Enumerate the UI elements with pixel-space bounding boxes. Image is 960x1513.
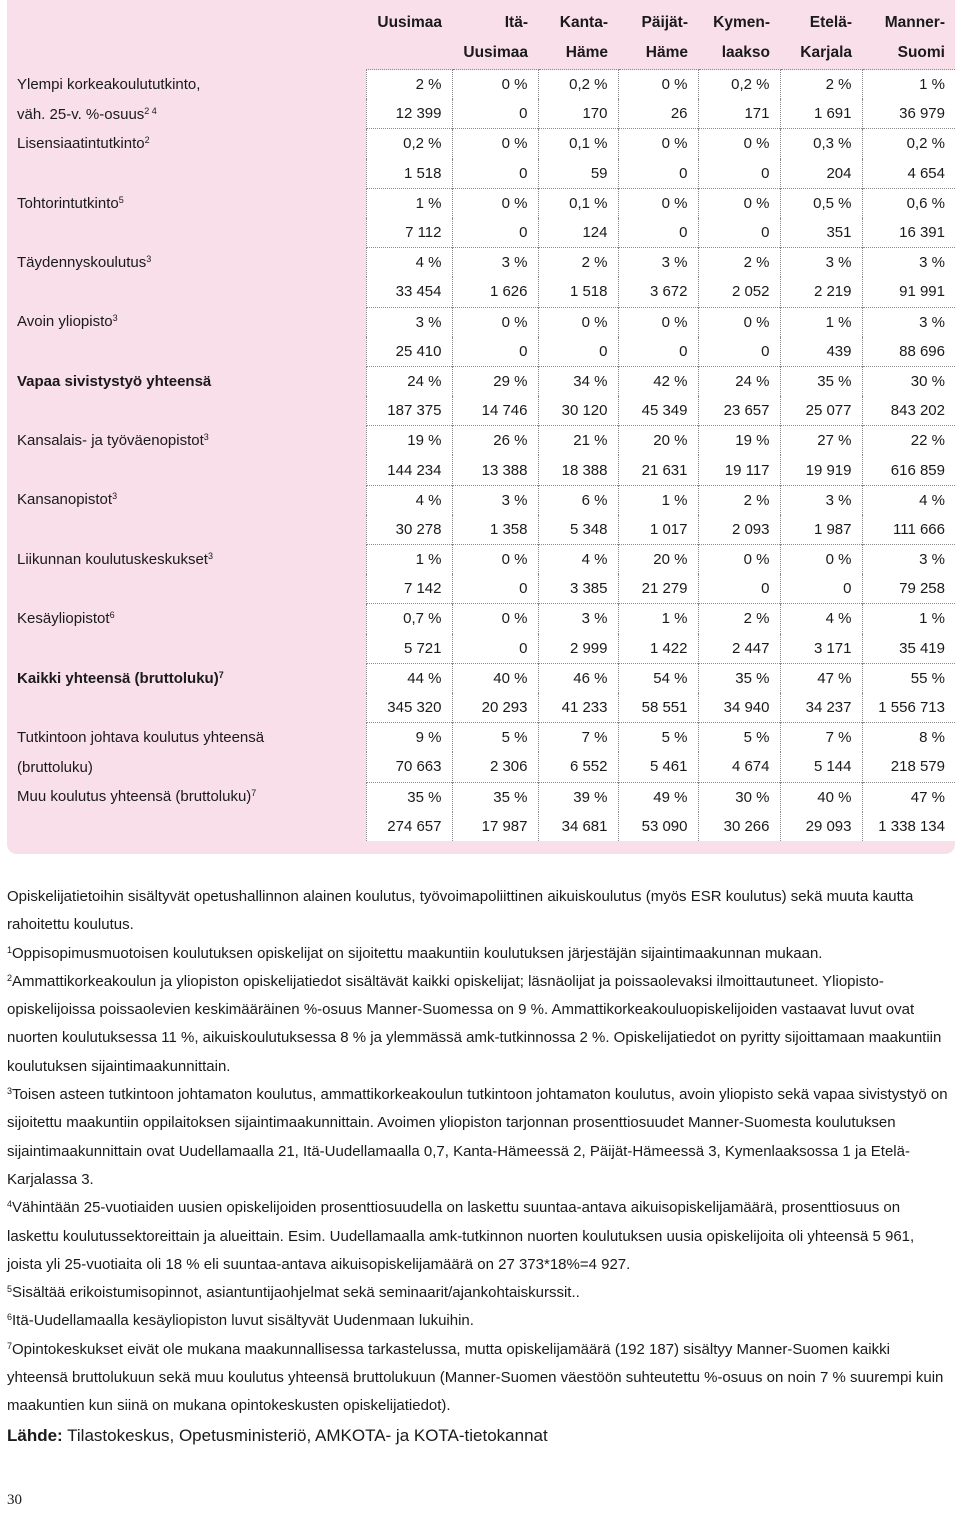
table-cell: 30 % [698, 782, 780, 812]
table-cell: 3 % [862, 545, 955, 575]
column-header-line2: Uusimaa [463, 44, 528, 62]
table-cell: 0 [698, 337, 780, 367]
table-cell: 7 % [780, 723, 862, 753]
table-row [7, 574, 955, 604]
table-cell: 5 144 [780, 752, 862, 782]
table-row [7, 248, 955, 278]
table-body [7, 70, 955, 841]
row-label: Kaikki yhteensä (bruttoluku)$^7$ [17, 669, 224, 687]
table-cell: 1 691 [780, 99, 862, 129]
table-cell: 35 % [780, 366, 862, 396]
table-cell: 1 % [618, 485, 698, 515]
table-cell: 13 388 [452, 455, 538, 485]
table-cell: 34 % [538, 366, 618, 396]
table-cell: 3 % [366, 307, 452, 337]
table-cell: 5 348 [538, 515, 618, 545]
table-cell: 4 % [366, 485, 452, 515]
table-cell: 59 [538, 159, 618, 189]
table-cell: 0 [698, 159, 780, 189]
table-row [7, 693, 955, 723]
table-cell: 5 % [698, 723, 780, 753]
table-cell: 36 979 [862, 99, 955, 129]
column-header: Manner- [884, 13, 945, 31]
footnote-6: $^6$Itä-Uudellamaalla kesäyliopiston luvut sisältyvät Uudenmaan lukuihin. [7, 1312, 474, 1330]
row-label [7, 337, 366, 367]
footnote-1: $^1$Oppisopimusmuotoisen koulutuksen opiskelijat on sijoitettu maakuntiin koulutuksen järjestäjän sijaintimaakunnan mukaan. [7, 944, 823, 962]
table-cell: 6 552 [538, 752, 618, 782]
footnote-intro: Opiskelijatietoihin sisältyvät opetushallinnon alainen koulutus, työvoimapoliittinen aikuiskoulutus (myös ESR koulutus) sekä muuta kautta rahoitettu koulutus. [7, 888, 914, 934]
table-cell: 2 093 [698, 515, 780, 545]
table-cell: 35 % [452, 782, 538, 812]
table-cell: 30 120 [538, 396, 618, 426]
table-row [7, 812, 955, 841]
row-label: Vapaa sivistystyö yhteensä [17, 372, 212, 390]
table-cell: 0,2 % [538, 70, 618, 100]
header-row-2 [7, 39, 955, 70]
table-cell: 0 % [780, 545, 862, 575]
table-cell: 111 666 [862, 515, 955, 545]
table-cell: 2 % [538, 248, 618, 278]
table-cell: 3 % [862, 307, 955, 337]
table-cell: 1 358 [452, 515, 538, 545]
table-cell: 4 654 [862, 159, 955, 189]
table-cell: 170 [538, 99, 618, 129]
column-header: Etelä- [809, 13, 852, 31]
row-label [7, 455, 366, 485]
row-label: Liikunnan koulutuskeskukset$^3$ [17, 550, 213, 568]
table-row [7, 515, 955, 545]
table-cell: 843 202 [862, 396, 955, 426]
table-cell: 26 % [452, 426, 538, 456]
table-cell: 21 631 [618, 455, 698, 485]
table-cell: 19 117 [698, 455, 780, 485]
row-label [7, 812, 366, 841]
table-cell: 33 454 [366, 277, 452, 307]
footnote-5: $^5$Sisältää erikoistumisopinnot, asiantuntijaohjelmat sekä seminaarit/ajankohtaiskurssit.. [7, 1284, 580, 1302]
table-cell: 2 447 [698, 634, 780, 664]
table-cell: 1 556 713 [862, 693, 955, 723]
table-cell: 21 279 [618, 574, 698, 604]
table-cell: 34 681 [538, 812, 618, 841]
table-cell: 0 [452, 99, 538, 129]
table-cell: 5 % [618, 723, 698, 753]
table-cell: 0,7 % [366, 604, 452, 634]
table-cell: 41 233 [538, 693, 618, 723]
footnote-7: $^7$Opintokeskukset eivät ole mukana maakunnallisessa tarkastelussa, mutta opiskelijamäärä (192 187) sisältyy Manner-Suomen kaikki yhteensä bruttolukuun sekä muu koulutus yhteensä bruttolukuun (Manner-Suomen väestöön suhteutettu %-osuus on noin 7 % suurempi kuin maakuntien kun siinä on mukana opintokeskusten opiskelijatiedot). [7, 1340, 944, 1415]
table-cell: 0,3 % [780, 129, 862, 159]
footnote-3: $^3$Toisen asteen tutkintoon johtamaton koulutus, ammattikorkeakoulun tutkintoon johtamaton koulutus, avoin yliopisto sekä vapaa sivistystyö on sijoitettu maakuntiin oppilaitoksen sijaintimaakunnittain. Avoimen yliopiston tarjonnan prosenttiosuudet Manner-Suomesta koulutuksen sijaintimaakunnittain ovat Uudellamaalla 21, Itä-Uudellamaalla 0,7, Kanta-Hämeessä 2, Päijät-Hämeessä 3, Kymenlaaksossa 1 ja Etelä-Karjalassa 3. [7, 1086, 948, 1188]
table-cell: 0 % [698, 188, 780, 218]
table-cell: 204 [780, 159, 862, 189]
table-cell: 616 859 [862, 455, 955, 485]
table-cell: 351 [780, 218, 862, 248]
column-header-line2: Häme [645, 44, 688, 62]
table-cell: 2 % [698, 248, 780, 278]
table-cell: 274 657 [366, 812, 452, 841]
table-cell: 2 % [698, 604, 780, 634]
table-cell: 0 % [698, 307, 780, 337]
header-row-1 [7, 0, 955, 39]
table-cell: 21 % [538, 426, 618, 456]
footnote-2: $^2$Ammattikorkeakoulun ja yliopiston opiskelijatiedot sisältävät kaikki opiskelijat; läsnäolijat ja poissaolevaksi ilmoittautuneet. Yliopisto-opiskelijoissa poissaolevien keskimääräinen %-osuus Manner-Suomessa on 9 %. Ammattikorkeakouluopiskelijoiden vastaavat luvut ovat nuorten koulutuksessa 11 %, aikuiskoulutuksessa 8 % ja ylemmässä amk-tutkinnossa 2 %. Opiskelijatiedot on pyritty sijoittamaan maakuntiin koulutuksen sijaintimaakunnittain. [7, 972, 942, 1075]
table-cell: 0,2 % [366, 129, 452, 159]
footnote-4: $^4$Vähintään 25-vuotiaiden uusien opiskelijoiden prosenttiosuudella on laskettu suuntaa-antava aikuisopiskelijamäärä, prosenttiosuus on laskettu koulutussektoreittain ja alueittain. Esim. Uudellamaalla amk-tutkinnon nuorten koulutuksen uusia opiskelijoita oli yhteensä 5 961, joista yli 25-vuotiaita oli 18 % eli suuntaa-antava aikuisopiskelijamäärä on 27 373*18%=4 927. [7, 1199, 915, 1273]
table-cell: 35 % [698, 663, 780, 693]
table-cell: 1 518 [366, 159, 452, 189]
table-cell: 0 [452, 337, 538, 367]
table-cell: 46 % [538, 663, 618, 693]
table-cell: 34 940 [698, 693, 780, 723]
table-cell: 20 % [618, 426, 698, 456]
table-cell: 1 % [618, 604, 698, 634]
table-cell: 25 077 [780, 396, 862, 426]
table-cell: 40 % [452, 663, 538, 693]
table-cell: 2 % [698, 485, 780, 515]
table-row [7, 604, 955, 634]
table-cell: 0 % [698, 129, 780, 159]
row-label: Kansalais- ja työväenopistot$^3$ [17, 432, 209, 450]
table-cell: 2 052 [698, 277, 780, 307]
table-cell: 0,2 % [862, 129, 955, 159]
table-row [7, 366, 955, 396]
table-cell: 0,2 % [698, 70, 780, 100]
table-cell: 1 626 [452, 277, 538, 307]
table-cell: 7 112 [366, 218, 452, 248]
table-cell: 171 [698, 99, 780, 129]
table-row [7, 307, 955, 337]
table-cell: 24 % [698, 366, 780, 396]
table-cell: 3 % [618, 248, 698, 278]
footnotes [7, 883, 949, 1451]
table-cell: 218 579 [862, 752, 955, 782]
table-cell: 2 % [780, 70, 862, 100]
table-cell: 1 % [366, 188, 452, 218]
table-row [7, 426, 955, 456]
table-cell: 3 % [862, 248, 955, 278]
table-cell: 439 [780, 337, 862, 367]
table-cell: 0 [698, 574, 780, 604]
row-label: Ylempi korkeakoulututkinto, [17, 75, 201, 93]
table-cell: 40 % [780, 782, 862, 812]
column-header-line2: Suomi [897, 44, 945, 62]
table-cell: 7 % [538, 723, 618, 753]
table-cell: 34 237 [780, 693, 862, 723]
table-cell: 27 % [780, 426, 862, 456]
table-cell: 30 278 [366, 515, 452, 545]
table-cell: 79 258 [862, 574, 955, 604]
table-cell: 0,1 % [538, 129, 618, 159]
table-cell: 3 % [452, 485, 538, 515]
table-row [7, 485, 955, 515]
table-cell: 1 % [780, 307, 862, 337]
table-cell: 7 142 [366, 574, 452, 604]
table-cell: 4 674 [698, 752, 780, 782]
table-cell: 0 % [452, 188, 538, 218]
table-row [7, 218, 955, 248]
table-cell: 0 % [618, 70, 698, 100]
table-cell: 3 385 [538, 574, 618, 604]
source-label: Lähde: [7, 1425, 63, 1445]
column-header: Uusimaa [377, 13, 442, 31]
table-cell: 3 171 [780, 634, 862, 664]
row-label: Muu koulutus yhteensä (bruttoluku)$^7$ [17, 788, 257, 806]
table-cell: 47 % [862, 782, 955, 812]
table-cell: 3 % [780, 485, 862, 515]
table-cell: 0 [452, 634, 538, 664]
table-row [7, 337, 955, 367]
table-cell: 5 % [452, 723, 538, 753]
table-cell: 39 % [538, 782, 618, 812]
table-row [7, 752, 955, 782]
table-cell: 0 [452, 574, 538, 604]
source-text: Tilastokeskus, Opetusministeriö, AMKOTA- ja KOTA-tietokannat [62, 1425, 548, 1445]
table-cell: 9 % [366, 723, 452, 753]
table-cell: 45 349 [618, 396, 698, 426]
table-cell: 2 219 [780, 277, 862, 307]
table-cell: 0 [618, 337, 698, 367]
table-cell: 5 721 [366, 634, 452, 664]
table-cell: 187 375 [366, 396, 452, 426]
row-label [7, 574, 366, 604]
row-label [7, 218, 366, 248]
table-cell: 1 017 [618, 515, 698, 545]
column-header-line2: Häme [565, 44, 608, 62]
table-cell: 0,1 % [538, 188, 618, 218]
table-cell: 0 % [452, 545, 538, 575]
table-row [7, 723, 955, 753]
table-cell: 49 % [618, 782, 698, 812]
table-cell: 2 999 [538, 634, 618, 664]
table-cell: 47 % [780, 663, 862, 693]
table-cell: 3 % [452, 248, 538, 278]
table-cell: 4 % [366, 248, 452, 278]
row-label [7, 634, 366, 664]
table-cell: 4 % [538, 545, 618, 575]
table-cell: 0 [618, 159, 698, 189]
table-cell: 17 987 [452, 812, 538, 841]
column-header-line2: Karjala [800, 44, 852, 62]
table-cell: 88 696 [862, 337, 955, 367]
row-label: (bruttoluku) [17, 758, 93, 776]
table-cell: 1 % [366, 545, 452, 575]
table-cell: 19 % [366, 426, 452, 456]
row-label: Täydennyskoulutus$^3$ [17, 253, 152, 271]
table-cell: 4 % [780, 604, 862, 634]
table-cell: 54 % [618, 663, 698, 693]
table-cell: 18 388 [538, 455, 618, 485]
row-label: Lisensiaatintutkinto$^2$ [17, 135, 150, 153]
table-row [7, 70, 955, 100]
table-cell: 6 % [538, 485, 618, 515]
table-cell: 0 % [618, 188, 698, 218]
row-label: Tutkintoon johtava koulutus yhteensä [17, 728, 265, 746]
table-row [7, 129, 955, 159]
table-cell: 0 % [452, 307, 538, 337]
table-cell: 0 [780, 574, 862, 604]
table-cell: 4 % [862, 485, 955, 515]
row-label: väh. 25-v. %-osuus$^{2 4}$ [17, 105, 157, 123]
table-cell: 0 % [618, 129, 698, 159]
table-cell: 19 919 [780, 455, 862, 485]
table-cell: 0 % [452, 604, 538, 634]
table-cell: 345 320 [366, 693, 452, 723]
statistics-table [7, 0, 955, 841]
row-label: Kansanopistot$^3$ [17, 491, 118, 509]
table-cell: 0 % [538, 307, 618, 337]
table-row [7, 634, 955, 664]
row-label [7, 396, 366, 426]
source-line [7, 1421, 949, 1451]
table-row [7, 455, 955, 485]
table-cell: 35 419 [862, 634, 955, 664]
row-label [7, 277, 366, 307]
table-cell: 26 [618, 99, 698, 129]
table-cell: 20 293 [452, 693, 538, 723]
table-cell: 23 657 [698, 396, 780, 426]
column-header: Kanta- [559, 13, 608, 31]
table-cell: 53 090 [618, 812, 698, 841]
table-cell: 19 % [698, 426, 780, 456]
table-cell: 29 % [452, 366, 538, 396]
table-cell: 0 % [618, 307, 698, 337]
column-header: Päijät- [641, 13, 688, 31]
table-cell: 0 [452, 218, 538, 248]
table-cell: 3 % [780, 248, 862, 278]
table-cell: 8 % [862, 723, 955, 753]
table-cell: 20 % [618, 545, 698, 575]
table-cell: 1 518 [538, 277, 618, 307]
table-cell: 1 338 134 [862, 812, 955, 841]
table-cell: 0,5 % [780, 188, 862, 218]
table-cell: 1 % [862, 604, 955, 634]
table-row [7, 188, 955, 218]
table-row [7, 545, 955, 575]
table-cell: 0 % [698, 545, 780, 575]
table-cell: 0 [538, 337, 618, 367]
table-cell: 2 306 [452, 752, 538, 782]
table-cell: 22 % [862, 426, 955, 456]
table-cell: 1 % [862, 70, 955, 100]
table-cell: 0,6 % [862, 188, 955, 218]
table-row [7, 277, 955, 307]
table-cell: 14 746 [452, 396, 538, 426]
table-cell: 3 % [538, 604, 618, 634]
row-label [7, 515, 366, 545]
table-cell: 55 % [862, 663, 955, 693]
table-cell: 30 266 [698, 812, 780, 841]
table-cell: 1 987 [780, 515, 862, 545]
table-row [7, 99, 955, 129]
table-cell: 2 % [366, 70, 452, 100]
table-cell: 12 399 [366, 99, 452, 129]
table-cell: 124 [538, 218, 618, 248]
table-cell: 0 % [452, 70, 538, 100]
table-cell: 42 % [618, 366, 698, 396]
row-label: Tohtorintutkinto$^5$ [17, 194, 124, 212]
table-cell: 0 [698, 218, 780, 248]
column-header: Itä- [504, 13, 528, 31]
table-cell: 5 461 [618, 752, 698, 782]
table-cell: 91 991 [862, 277, 955, 307]
table-cell: 29 093 [780, 812, 862, 841]
table-cell: 0 % [452, 129, 538, 159]
table-cell: 0 [618, 218, 698, 248]
row-label [7, 693, 366, 723]
table-cell: 44 % [366, 663, 452, 693]
row-label [7, 159, 366, 189]
table-row [7, 663, 955, 693]
table-cell: 58 551 [618, 693, 698, 723]
table-row [7, 396, 955, 426]
table-cell: 0 [452, 159, 538, 189]
table-row [7, 782, 955, 812]
table-row [7, 159, 955, 189]
column-header-line2: laakso [721, 44, 770, 62]
page-number: 30 [7, 1492, 22, 1508]
table-cell: 70 663 [366, 752, 452, 782]
row-label: Avoin yliopisto$^3$ [17, 313, 118, 331]
table-cell: 25 410 [366, 337, 452, 367]
table-cell: 24 % [366, 366, 452, 396]
row-label: Kesäyliopistot$^6$ [17, 610, 115, 628]
table-cell: 144 234 [366, 455, 452, 485]
table-cell: 16 391 [862, 218, 955, 248]
table-cell: 1 422 [618, 634, 698, 664]
table-cell: 30 % [862, 366, 955, 396]
table-cell: 3 672 [618, 277, 698, 307]
column-header-line2 [366, 39, 452, 70]
table-cell: 35 % [366, 782, 452, 812]
column-header: Kymen- [713, 13, 770, 31]
